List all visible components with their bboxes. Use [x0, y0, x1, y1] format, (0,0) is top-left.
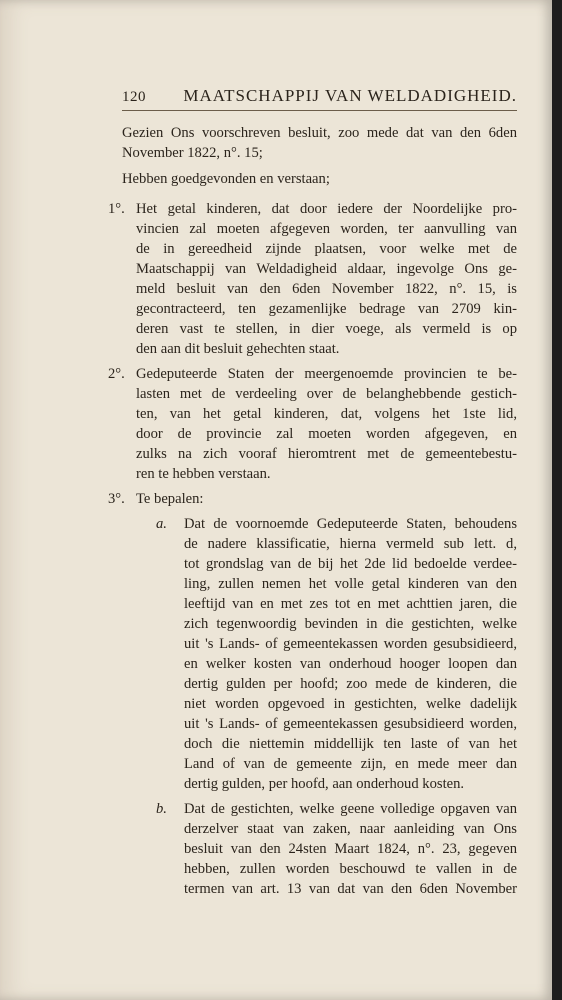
page-edge [552, 0, 562, 1000]
article-line: Het getal kinderen, dat door iedere der Noordelijke pro- [136, 201, 517, 217]
subitem-line: Dat de voornoemde Gedeputeerde Staten, behoudens [184, 516, 517, 532]
subitem-b [122, 799, 517, 899]
article-line: deren vast te stellen, in dier voege, als vermeld is op [136, 321, 517, 337]
article-number: 1°. [108, 201, 125, 217]
subitem-line: derzelver staat van zaken, naar aanleiding van Ons [184, 821, 517, 837]
article-line: Gedeputeerde Staten der meergenoemde provincien te be- [136, 366, 517, 382]
article-line: lasten met de verdeeling over de belanghebbende gestich- [136, 386, 517, 402]
subitem-label: b. [156, 801, 167, 817]
article-line: Te bepalen: [136, 491, 204, 507]
subitem-line: de nadere klassificatie, hierna vermeld sub lett. d, [184, 536, 517, 552]
page-number: 120 [122, 89, 146, 105]
subitem-line: zich tegenwoordig bevinden in die gestichten, welke [184, 616, 517, 632]
article-line: gecontracteerd, ten gezamenlijke bedrage van 2709 kin- [136, 301, 517, 317]
subitem-line: ling, zullen nemen het volle getal kinderen van den [184, 576, 517, 592]
resolve-paragraph [122, 169, 517, 189]
article-line: Maatschappij van Weldadigheid aldaar, ingevolge Ons ge- [136, 261, 517, 277]
running-title: MAATSCHAPPIJ VAN WELDADIGHEID. [183, 86, 517, 105]
article-line: vincien zal moeten afgegeven worden, ter aanvulling van [136, 221, 517, 237]
subitem-line: uit 's Lands- of gemeentekassen worden gesubsidieerd, [184, 636, 517, 652]
subitem-line: dertig gulden per hoofd; zoo mede de kinderen, die [184, 676, 517, 692]
article-1 [108, 199, 517, 359]
article-line: den aan dit besluit gehechten staat. [136, 341, 340, 357]
subitem-line: leeftijd van en met zes tot en met achttien jaren, die [184, 596, 517, 612]
subitem-line: termen van art. 13 van dat van den 6den November [184, 881, 517, 897]
intro-line: November 1822, n°. 15; [122, 145, 263, 161]
subitem-a [122, 514, 517, 794]
running-header [122, 86, 517, 111]
article-2 [108, 364, 517, 484]
article-line: de in gereedheid zijnde plaatsen, voor welke met de [136, 241, 517, 257]
intro-line: Gezien Ons voorschreven besluit, zoo mede dat van den 6den [122, 125, 517, 141]
article-line: ten, van het getal kinderen, dat, volgens het 1ste lid, [136, 406, 517, 422]
subitem-line: tot grondslag van de bij het 2de lid bedoelde verdee- [184, 556, 517, 572]
subitem-label: a. [156, 516, 167, 532]
subitem-line: dertig gulden, per hoofd, aan onderhoud kosten. [184, 776, 465, 792]
subitem-line: Land of van de gemeente zijn, en mede meer dan [184, 756, 517, 772]
subitem-line: hebben, zullen worden beschouwd te vallen in de [184, 861, 517, 877]
subitem-line: niet worden opgevoed in gestichten, welke dadelijk [184, 696, 517, 712]
article-line: door de provincie zal moeten worden afgegeven, en [136, 426, 517, 442]
page-content [108, 86, 517, 904]
article-line: ren te hebben verstaan. [136, 466, 271, 482]
intro-paragraph [122, 123, 517, 163]
subitem-line: doch die niettemin middellijk ten laste of van het [184, 736, 517, 752]
article-3 [108, 489, 517, 509]
subitem-line: uit 's Lands- of gemeentekassen gesubsidieerd worden, [184, 716, 517, 732]
resolve-line: Hebben goedgevonden en verstaan; [122, 171, 330, 187]
article-number: 2°. [108, 366, 125, 382]
article-number: 3°. [108, 491, 125, 507]
subitem-line: Dat de gestichten, welke geene volledige opgaven van [184, 801, 517, 817]
subitem-line: en welker kosten van onderhoud hooger loopen dan [184, 656, 517, 672]
article-line: meld besluit van den 6den November 1822, n°. 15, is [136, 281, 517, 297]
article-line: zulks na zich vooraf hieromtrent met de gemeentebestu- [136, 446, 517, 462]
subitem-line: besluit van den 24sten Maart 1824, n°. 23, gegeven [184, 841, 517, 857]
